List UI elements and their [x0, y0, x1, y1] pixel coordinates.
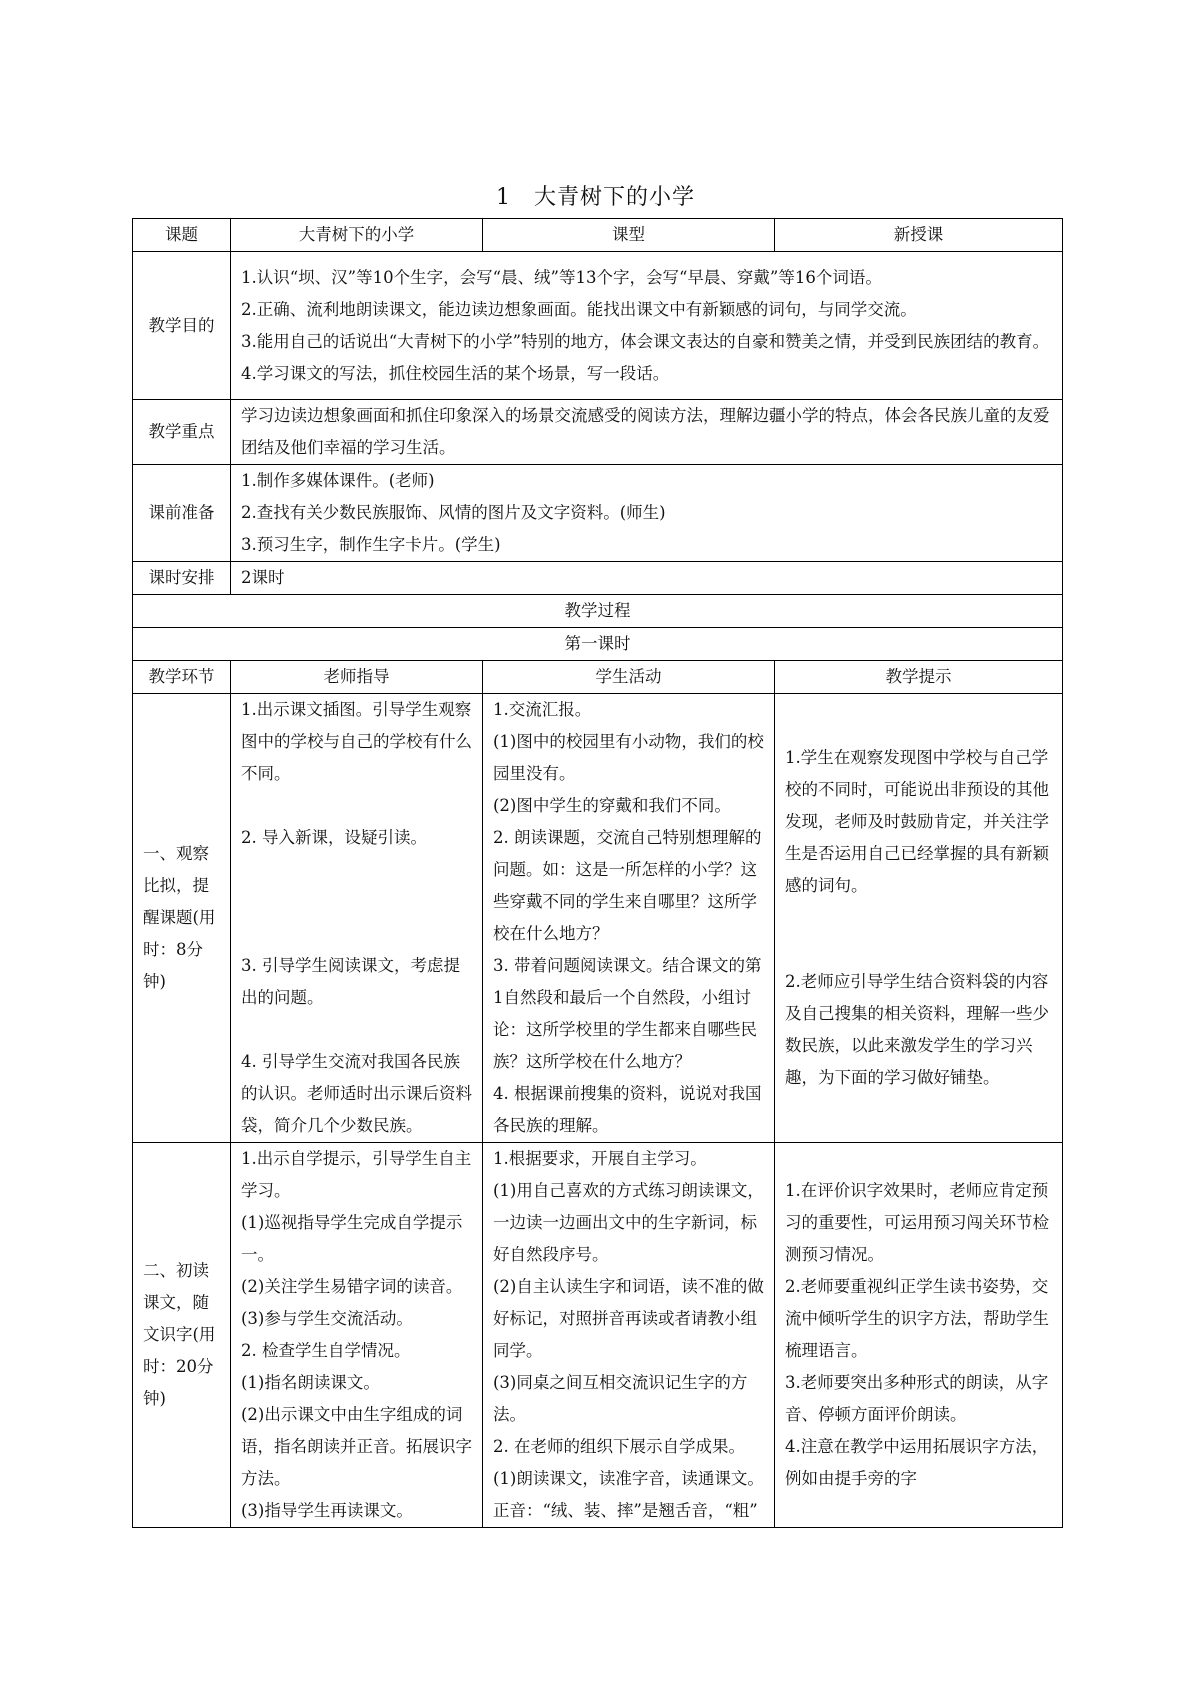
teacher-step: (1)指名朗读课文。 — [241, 1373, 380, 1392]
tip-item: 2.老师要重视纠正学生读书姿势，交流中倾听学生的识字方法，帮助学生梳理语言。 — [785, 1277, 1049, 1360]
student-step: (1)用自己喜欢的方式练习朗读课文，一边读一边画出文中的生字新词，标好自然段序号。 — [493, 1181, 764, 1264]
type-label: 课型 — [483, 219, 775, 252]
teacher-step: (2)关注学生易错字词的读音。 — [241, 1277, 463, 1296]
prep-content — [231, 465, 1063, 562]
header-row — [133, 219, 1063, 252]
goal-item: 3.能用自己的话说出“大青树下的小学”特别的地方，体会课文表达的自豪和赞美之情，并受到民族团结的教育。 — [241, 331, 1050, 351]
student-step: (2)自主认读生字和词语，读不准的做好标记，对照拼音再读或者请教小组同学。 — [493, 1277, 764, 1360]
prep-item: 3.预习生字，制作生字卡片。(学生) — [241, 535, 501, 554]
teacher-step: (3)指导学生再读课文。 — [241, 1501, 413, 1520]
stage1-row — [133, 694, 1063, 1143]
teacher-step: 2. 检查学生自学情况。 — [241, 1341, 411, 1360]
lesson-title: 第一课时 — [133, 628, 1063, 661]
hours-label: 课时安排 — [133, 562, 231, 595]
teacher-step: 1.出示课文插图。引导学生观察图中的学校与自己的学校有什么不同。 — [241, 700, 472, 783]
document-title: 1 大青树下的小学 — [496, 185, 695, 210]
stage2-student — [483, 1143, 775, 1528]
stage2-label: 二、初读课文，随文识字(用时：20分钟) — [133, 1143, 231, 1528]
teacher-step: (2)出示课文中由生字组成的词语，指名朗读并正音。拓展识字方法。 — [241, 1405, 472, 1488]
stage1-label: 一、观察比拟，提醒课题(用时：8分钟) — [133, 694, 231, 1143]
topic-value: 大青树下的小学 — [231, 219, 483, 252]
student-step: 2. 在老师的组织下展示自学成果。 — [493, 1437, 745, 1456]
student-step: (1)朗读课文，读准字音，读通课文。正音：“绒、装、摔”是翘舌音，“粗” — [493, 1469, 764, 1520]
tip-item: 3.老师要突出多种形式的朗读，从字音、停顿方面评价朗读。 — [785, 1373, 1049, 1424]
goals-content — [231, 252, 1063, 400]
prep-item: 2.查找有关少数民族服饰、风情的图片及文字资料。(师生) — [241, 503, 666, 522]
type-value: 新授课 — [775, 219, 1063, 252]
goals-label: 教学目的 — [133, 252, 231, 400]
student-step: (2)图中学生的穿戴和我们不同。 — [493, 796, 731, 815]
goals-row — [133, 252, 1063, 400]
stage2-tips — [775, 1143, 1063, 1528]
column-teacher: 老师指导 — [231, 661, 483, 694]
lesson-title-row — [133, 628, 1063, 661]
goal-item: 4.学习课文的写法，抓住校园生活的某个场景，写一段话。 — [241, 363, 670, 383]
hours-value: 2课时 — [231, 562, 1063, 595]
process-title-row — [133, 595, 1063, 628]
student-step: 3. 带着问题阅读课文。结合课文的第1自然段和最后一个自然段，小组讨论：这所学校里的学生都来自哪些民族？这所学校在什么地方？ — [493, 956, 762, 1071]
goal-item: 1.认识“坝、汉”等10个生字，会写“晨、绒”等13个字，会写“早晨、穿戴”等16个词语。 — [241, 267, 882, 287]
hours-row — [133, 562, 1063, 595]
tip-item: 1.在评价识字效果时，老师应肯定预习的重要性，可运用预习闯关环节检测预习情况。 — [785, 1181, 1049, 1264]
teacher-step: (3)参与学生交流活动。 — [241, 1309, 413, 1328]
prep-label: 课前准备 — [133, 465, 231, 562]
student-step: 1.交流汇报。 — [493, 700, 592, 719]
focus-row — [133, 400, 1063, 465]
tip-item: 4.注意在教学中运用拓展识字方法，例如由提手旁的字 — [785, 1437, 1049, 1488]
column-student: 学生活动 — [483, 661, 775, 694]
student-step: 1.根据要求，开展自主学习。 — [493, 1149, 707, 1168]
teacher-step: (1)巡视指导学生完成自学提示一。 — [241, 1213, 463, 1264]
column-tips: 教学提示 — [775, 661, 1063, 694]
stage1-teacher — [231, 694, 483, 1143]
column-header-row — [133, 661, 1063, 694]
focus-text: 学习边读边想象画面和抓住印象深入的场景交流感受的阅读方法，理解边疆小学的特点，体会各民族儿童的友爱团结及他们幸福的学习生活。 — [231, 400, 1063, 465]
goal-item: 2.正确、流利地朗读课文，能边读边想象画面。能找出课文中有新颖感的词句，与同学交流。 — [241, 299, 917, 319]
stage1-student — [483, 694, 775, 1143]
stage2-teacher — [231, 1143, 483, 1528]
teacher-step: 1.出示自学提示，引导学生自主学习。 — [241, 1149, 472, 1200]
student-step: 2. 朗读课题，交流自己特别想理解的问题。如：这是一所怎样的小学？这些穿戴不同的学生来自哪里？这所学校在什么地方？ — [493, 828, 762, 943]
tip-item: 2.老师应引导学生结合资料袋的内容及自己搜集的相关资料，理解一些少数民族，以此来激发学生的学习兴趣，为下面的学习做好铺垫。 — [785, 972, 1049, 1087]
topic-label: 课题 — [133, 219, 231, 252]
teacher-step: 3. 引导学生阅读课文，考虑提出的问题。 — [241, 956, 460, 1007]
prep-row — [133, 465, 1063, 562]
process-title: 教学过程 — [133, 595, 1063, 628]
focus-label: 教学重点 — [133, 400, 231, 465]
stage1-tips — [775, 694, 1063, 1143]
prep-item: 1.制作多媒体课件。(老师) — [241, 471, 435, 490]
student-step: 4. 根据课前搜集的资料，说说对我国各民族的理解。 — [493, 1084, 762, 1135]
column-stage: 教学环节 — [133, 661, 231, 694]
student-step: (1)图中的校园里有小动物，我们的校园里没有。 — [493, 732, 764, 783]
teacher-step: 2. 导入新课，设疑引读。 — [241, 828, 427, 847]
tip-item: 1.学生在观察发现图中学校与自己学校的不同时，可能说出非预设的其他发现，老师及时鼓励肯定，并关注学生是否运用自己已经掌握的具有新颖感的词句。 — [785, 748, 1049, 895]
student-step: (3)同桌之间互相交流识记生字的方法。 — [493, 1373, 748, 1424]
stage2-row — [133, 1143, 1063, 1528]
teacher-step: 4. 引导学生交流对我国各民族的认识。老师适时出示课后资料袋，简介几个少数民族。 — [241, 1052, 472, 1135]
lesson-plan-table — [132, 218, 1063, 1528]
